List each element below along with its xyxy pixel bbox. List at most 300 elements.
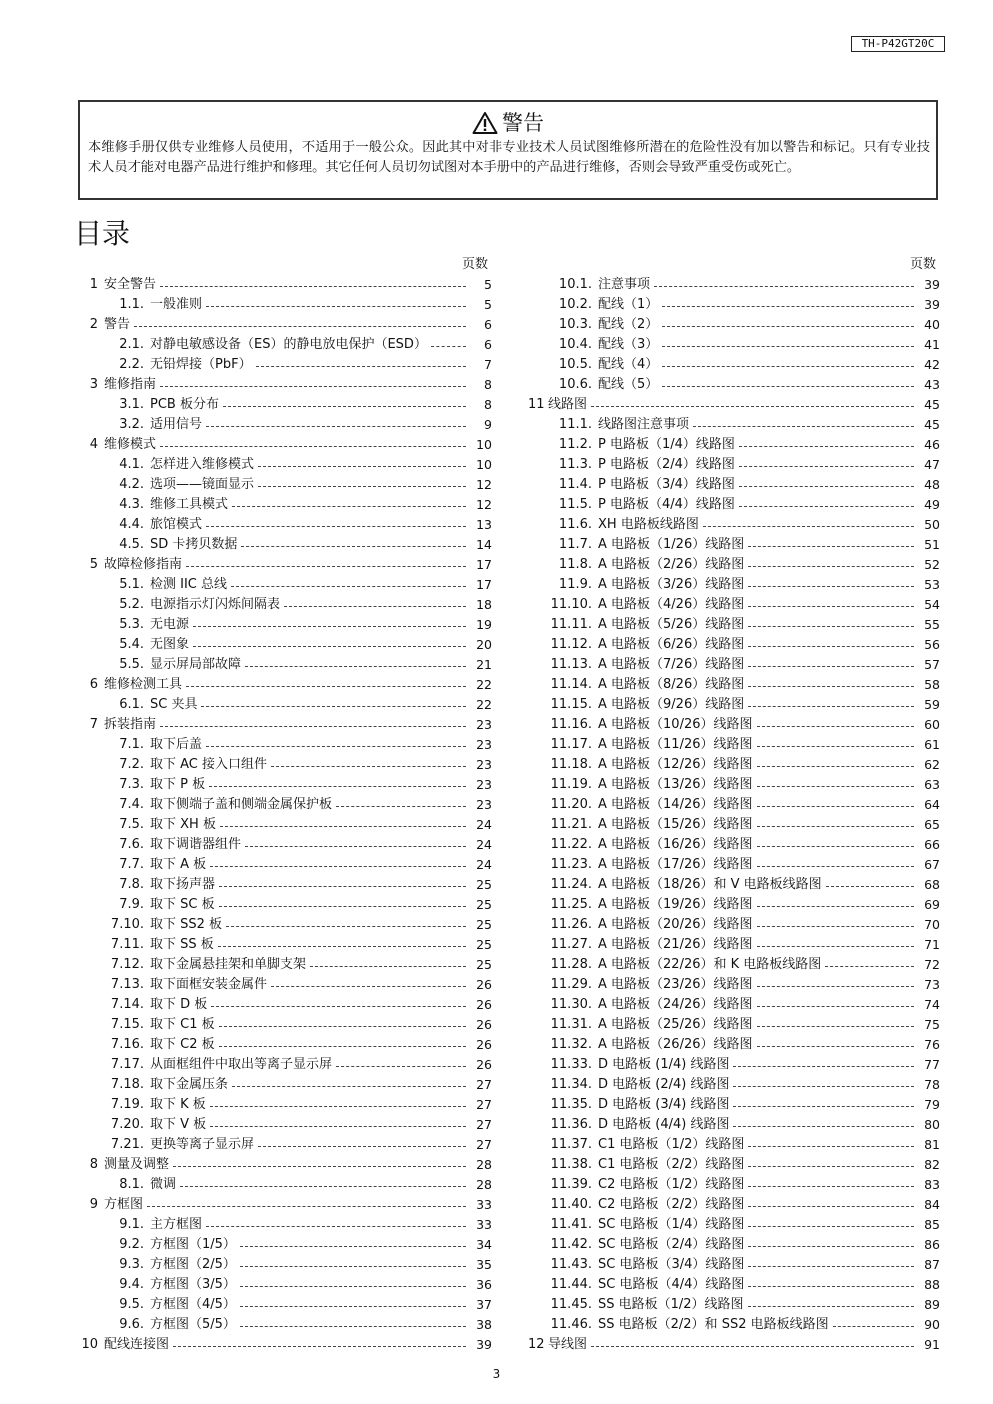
toc-entry[interactable] — [528, 335, 940, 355]
toc-entry[interactable] — [528, 815, 940, 835]
toc-entry-number: 11.40. — [550, 1197, 592, 1212]
toc-entry-page: 24 — [476, 837, 492, 852]
toc-entry-label: 取下 C2 板 — [150, 1037, 215, 1052]
dotted-leader — [160, 286, 466, 287]
toc-entry[interactable] — [80, 1135, 492, 1155]
toc-entry-page: 25 — [476, 917, 492, 932]
toc-entry-page: 25 — [476, 937, 492, 952]
dotted-leader — [662, 386, 914, 387]
toc-entry-number: 9.6. — [119, 1317, 144, 1332]
toc-entry[interactable] — [528, 1175, 940, 1195]
toc-entry[interactable] — [80, 535, 492, 555]
toc-entry[interactable] — [80, 675, 492, 695]
dotted-leader — [757, 946, 915, 947]
dotted-leader — [748, 586, 914, 587]
dotted-leader — [431, 346, 466, 347]
toc-entry-label: A 电路板（25/26）线路图 — [598, 1017, 753, 1032]
toc-entry[interactable] — [80, 1155, 492, 1175]
toc-entry-number: 7.18. — [110, 1077, 144, 1092]
toc-entry[interactable] — [528, 355, 940, 375]
toc-entry-number: 3.1. — [119, 397, 144, 412]
dotted-leader — [258, 1146, 466, 1147]
toc-entry[interactable] — [528, 795, 940, 815]
toc-entry[interactable] — [80, 895, 492, 915]
toc-entry-page: 27 — [476, 1137, 492, 1152]
toc-entry[interactable] — [80, 1175, 492, 1195]
dotted-leader — [757, 906, 915, 907]
toc-entry[interactable] — [528, 1255, 940, 1275]
toc-entry-label: 取下 SS2 板 — [150, 917, 223, 932]
toc-entry-number: 6.1. — [119, 697, 144, 712]
toc-entry[interactable] — [528, 1055, 940, 1075]
toc-entry-label: A 电路板（17/26）线路图 — [598, 857, 753, 872]
toc-entry-page: 43 — [924, 377, 940, 392]
toc-entry-label: A 电路板（24/26）线路图 — [598, 997, 753, 1012]
dotted-leader — [757, 766, 915, 767]
toc-entry-page: 83 — [924, 1177, 940, 1192]
toc-entry[interactable] — [80, 1295, 492, 1315]
dotted-leader — [739, 506, 914, 507]
toc-entry[interactable] — [80, 375, 492, 395]
toc-entry[interactable] — [80, 395, 492, 415]
toc-entry[interactable] — [80, 1055, 492, 1075]
toc-entry-label: D 电路板 (3/4) 线路图 — [598, 1097, 730, 1112]
toc-entry[interactable] — [80, 775, 492, 795]
dotted-leader — [206, 1226, 466, 1227]
toc-entry-number: 11.30. — [550, 997, 592, 1012]
toc-entry-page: 21 — [476, 657, 492, 672]
toc-entry[interactable] — [528, 615, 940, 635]
toc-entry-label: C2 电路板（1/2）线路图 — [598, 1177, 745, 1192]
toc-entry-page: 78 — [924, 1077, 940, 1092]
toc-entry-label: 方框图 — [104, 1197, 144, 1212]
toc-entry-page: 27 — [476, 1097, 492, 1112]
toc-entry-number: 4.1. — [119, 457, 144, 472]
toc-entry[interactable] — [80, 755, 492, 775]
toc-entry[interactable] — [80, 335, 492, 355]
toc-entry-page: 10 — [476, 437, 492, 452]
dotted-leader — [757, 826, 915, 827]
toc-entry[interactable] — [528, 1215, 940, 1235]
toc-entry-label: A 电路板（14/26）线路图 — [598, 797, 753, 812]
toc-entry-number: 11.29. — [550, 977, 592, 992]
toc-entry[interactable] — [528, 395, 940, 415]
toc-entry[interactable] — [528, 1235, 940, 1255]
toc-entry[interactable] — [80, 995, 492, 1015]
toc-entry[interactable] — [528, 1095, 940, 1115]
dotted-leader — [336, 806, 466, 807]
toc-entry-number: 11.15. — [550, 697, 592, 712]
dotted-leader — [240, 1246, 466, 1247]
toc-entry[interactable] — [528, 575, 940, 595]
toc-entry[interactable] — [528, 1295, 940, 1315]
dotted-leader — [220, 826, 466, 827]
toc-entry-page: 49 — [924, 497, 940, 512]
toc-entry-page: 86 — [924, 1237, 940, 1252]
toc-entry-number: 11.13. — [550, 657, 592, 672]
dotted-leader — [232, 506, 466, 507]
toc-entry[interactable] — [528, 1135, 940, 1155]
toc-entry-number: 11 — [528, 397, 545, 412]
toc-entry[interactable] — [528, 1115, 940, 1135]
toc-entry-page: 69 — [924, 897, 940, 912]
toc-entry[interactable] — [80, 875, 492, 895]
toc-entry-label: 维修工具模式 — [150, 497, 229, 512]
toc-entry-number: 11.7. — [558, 537, 592, 552]
toc-entry-number: 7.16. — [110, 1037, 144, 1052]
toc-entry-page: 22 — [476, 697, 492, 712]
toc-entry-page: 63 — [924, 777, 940, 792]
toc-entry-number: 7.12. — [110, 957, 144, 972]
toc-entry-number: 10.3. — [558, 317, 592, 332]
toc-entry-label: 取下侧端子盖和侧端金属保护板 — [150, 797, 333, 812]
toc-entry[interactable] — [528, 655, 940, 675]
toc-entry-number: 11.8. — [558, 557, 592, 572]
toc-entry-number: 1 — [89, 277, 98, 292]
toc-entry-page: 28 — [476, 1157, 492, 1172]
toc-entry-page: 7 — [484, 357, 492, 372]
toc-entry[interactable] — [528, 1195, 940, 1215]
toc-entry[interactable] — [80, 1275, 492, 1295]
dotted-leader — [825, 966, 914, 967]
toc-entry[interactable] — [528, 275, 940, 295]
toc-entry[interactable] — [80, 435, 492, 455]
toc-entry[interactable] — [80, 655, 492, 675]
dotted-leader — [748, 606, 914, 607]
toc-entry[interactable] — [528, 1335, 940, 1355]
toc-entry-number: 4.5. — [119, 537, 144, 552]
toc-entry[interactable] — [528, 1275, 940, 1295]
toc-entry-page: 39 — [924, 277, 940, 292]
toc-entry[interactable] — [80, 1195, 492, 1215]
toc-entry[interactable] — [528, 535, 940, 555]
toc-entry-label: A 电路板（7/26）线路图 — [598, 657, 745, 672]
toc-entry-label: A 电路板（16/26）线路图 — [598, 837, 753, 852]
toc-entry-page: 72 — [924, 957, 940, 972]
toc-entry-number: 9.1. — [119, 1217, 144, 1232]
toc-entry-number: 11.17. — [550, 737, 592, 752]
toc-entry-page: 23 — [476, 757, 492, 772]
toc-entry-label: D 电路板 (4/4) 线路图 — [598, 1117, 730, 1132]
toc-entry-number: 6 — [89, 677, 98, 692]
toc-entry-label: 配线（2） — [598, 317, 659, 332]
toc-entry[interactable] — [528, 975, 940, 995]
toc-entry[interactable] — [80, 555, 492, 575]
toc-entry-number: 5.1. — [119, 577, 144, 592]
dotted-leader — [226, 926, 466, 927]
toc-entry[interactable] — [80, 595, 492, 615]
toc-entry[interactable] — [528, 755, 940, 775]
toc-entry-number: 7.8. — [119, 877, 144, 892]
dotted-leader — [757, 846, 915, 847]
toc-entry[interactable] — [528, 835, 940, 855]
toc-entry-label: A 电路板（8/26）线路图 — [598, 677, 745, 692]
toc-entry-page: 58 — [924, 677, 940, 692]
toc-entry[interactable] — [80, 1035, 492, 1055]
toc-entry[interactable] — [528, 1075, 940, 1095]
toc-entry[interactable] — [80, 575, 492, 595]
toc-entry[interactable] — [80, 475, 492, 495]
dotted-leader — [748, 1186, 914, 1187]
toc-entry[interactable] — [528, 1315, 940, 1335]
dotted-leader — [662, 326, 914, 327]
toc-entry[interactable] — [528, 1035, 940, 1055]
toc-title: 目录 — [74, 217, 131, 250]
toc-entry-label: 取下 XH 板 — [150, 817, 216, 832]
toc-entry-label: 取下 D 板 — [150, 997, 208, 1012]
dotted-leader — [211, 1006, 466, 1007]
toc-entry[interactable] — [80, 1315, 492, 1335]
dotted-leader — [757, 806, 915, 807]
toc-entry[interactable] — [80, 1115, 492, 1135]
toc-entry-label: SC 电路板（4/4）线路图 — [598, 1277, 745, 1292]
dotted-leader — [748, 1306, 914, 1307]
toc-entry-label: XH 电路板线路图 — [598, 517, 699, 532]
toc-entry[interactable] — [80, 1235, 492, 1255]
toc-entry-label: 维修检测工具 — [104, 677, 183, 692]
toc-entry-number: 11.19. — [550, 777, 592, 792]
toc-entry-number: 7.5. — [119, 817, 144, 832]
toc-entry-page: 25 — [476, 877, 492, 892]
toc-entry-number: 11.14. — [550, 677, 592, 692]
toc-entry-number: 11.28. — [550, 957, 592, 972]
toc-entry-number: 11.23. — [550, 857, 592, 872]
toc-entry[interactable] — [528, 995, 940, 1015]
toc-entry[interactable] — [528, 915, 940, 935]
toc-entry[interactable] — [80, 635, 492, 655]
toc-entry-label: A 电路板（21/26）线路图 — [598, 937, 753, 952]
toc-entry[interactable] — [80, 1015, 492, 1035]
toc-entry-page: 6 — [484, 317, 492, 332]
toc-entry[interactable] — [528, 735, 940, 755]
toc-entry-number: 7.19. — [110, 1097, 144, 1112]
toc-entry-page: 74 — [924, 997, 940, 1012]
toc-entry-number: 4.4. — [119, 517, 144, 532]
toc-entry-number: 12 — [528, 1337, 545, 1352]
dotted-leader — [757, 726, 915, 727]
toc-entry-number: 9 — [89, 1197, 98, 1212]
toc-entry[interactable] — [80, 855, 492, 875]
toc-entry[interactable] — [80, 415, 492, 435]
toc-entry[interactable] — [528, 415, 940, 435]
toc-entry[interactable] — [528, 855, 940, 875]
toc-entry[interactable] — [528, 315, 940, 335]
toc-entry-number: 7 — [89, 717, 98, 732]
toc-entry-page: 79 — [924, 1097, 940, 1112]
toc-entry-number: 11.39. — [550, 1177, 592, 1192]
toc-entry-label: A 电路板（10/26）线路图 — [598, 717, 753, 732]
toc-entry[interactable] — [80, 975, 492, 995]
toc-entry-label: 从面框组件中取出等离子显示屏 — [150, 1057, 333, 1072]
toc-entry[interactable] — [528, 375, 940, 395]
toc-entry[interactable] — [80, 495, 492, 515]
dotted-leader — [662, 366, 914, 367]
toc-entry-page: 71 — [924, 937, 940, 952]
toc-entry[interactable] — [80, 1095, 492, 1115]
toc-entry[interactable] — [528, 715, 940, 735]
toc-list-left — [80, 275, 492, 1355]
dotted-leader — [245, 666, 466, 667]
warning-title — [80, 110, 936, 136]
toc-entry-page: 57 — [924, 657, 940, 672]
toc-entry[interactable] — [528, 935, 940, 955]
dotted-leader — [336, 1066, 466, 1067]
toc-entry[interactable] — [528, 895, 940, 915]
toc-entry-label: A 电路板（6/26）线路图 — [598, 637, 745, 652]
toc-entry-number: 7.10. — [110, 917, 144, 932]
dotted-leader — [186, 686, 466, 687]
toc-entry[interactable] — [80, 1335, 492, 1355]
toc-entry-label: 旅馆模式 — [150, 517, 203, 532]
toc-entry-number: 11.42. — [550, 1237, 592, 1252]
toc-entry[interactable] — [528, 1015, 940, 1035]
dotted-leader — [757, 1026, 915, 1027]
toc-entry-page: 88 — [924, 1277, 940, 1292]
dotted-leader — [240, 1326, 466, 1327]
toc-entry-page: 62 — [924, 757, 940, 772]
toc-entry-number: 11.31. — [550, 1017, 592, 1032]
toc-entry-page: 33 — [476, 1217, 492, 1232]
toc-entry-label: D 电路板 (2/4) 线路图 — [598, 1077, 730, 1092]
dotted-leader — [231, 586, 466, 587]
dotted-leader — [173, 1346, 466, 1347]
toc-entry[interactable] — [528, 555, 940, 575]
toc-entry-label: 方框图（4/5） — [150, 1297, 236, 1312]
dotted-leader — [240, 1286, 466, 1287]
toc-entry[interactable] — [80, 735, 492, 755]
toc-entry-number: 7.15. — [110, 1017, 144, 1032]
toc-entry[interactable] — [528, 675, 940, 695]
dotted-leader — [757, 866, 915, 867]
toc-entry[interactable] — [528, 455, 940, 475]
toc-entry-label: 测量及调整 — [104, 1157, 170, 1172]
toc-entry[interactable] — [80, 915, 492, 935]
toc-entry-number: 11.41. — [550, 1217, 592, 1232]
toc-entry[interactable] — [528, 635, 940, 655]
dotted-leader — [826, 886, 914, 887]
toc-entry[interactable] — [528, 475, 940, 495]
toc-entry[interactable] — [528, 1155, 940, 1175]
toc-entry-number: 7.9. — [119, 897, 144, 912]
toc-entry-label: 更换等离子显示屏 — [150, 1137, 255, 1152]
toc-entry[interactable] — [80, 935, 492, 955]
toc-entry-label: 安全警告 — [104, 277, 157, 292]
toc-entry[interactable] — [80, 1075, 492, 1095]
toc-entry-number: 11.38. — [550, 1157, 592, 1172]
toc-entry-label: 线路图 — [548, 397, 588, 412]
toc-entry-label: A 电路板（26/26）线路图 — [598, 1037, 753, 1052]
toc-entry-label: A 电路板（13/26）线路图 — [598, 777, 753, 792]
toc-entry[interactable] — [528, 695, 940, 715]
toc-entry[interactable] — [80, 615, 492, 635]
toc-entry-label: 一般准则 — [150, 297, 203, 312]
dotted-leader — [693, 426, 914, 427]
toc-entry-number: 11.45. — [550, 1297, 592, 1312]
toc-entry-page: 81 — [924, 1137, 940, 1152]
toc-entry[interactable] — [80, 515, 492, 535]
toc-entry-label: SD 卡拷贝数据 — [150, 537, 238, 552]
dotted-leader — [147, 1206, 466, 1207]
toc-entry-page: 89 — [924, 1297, 940, 1312]
toc-entry[interactable] — [528, 295, 940, 315]
toc-entry-label: SS 电路板（2/2）和 SS2 电路板线路图 — [598, 1317, 829, 1332]
toc-entry[interactable] — [528, 955, 940, 975]
warning-triangle-icon — [472, 111, 498, 135]
toc-entry-number: 5.2. — [119, 597, 144, 612]
dotted-leader — [748, 686, 914, 687]
toc-entry-number: 11.12. — [550, 637, 592, 652]
dotted-leader — [271, 986, 466, 987]
toc-entry-page: 67 — [924, 857, 940, 872]
toc-entry-number: 2.2. — [119, 357, 144, 372]
toc-entry[interactable] — [80, 275, 492, 295]
toc-entry-number: 9.3. — [119, 1257, 144, 1272]
toc-entry-label: 方框图（5/5） — [150, 1317, 236, 1332]
toc-entry[interactable] — [80, 1255, 492, 1275]
toc-entry-number: 11.18. — [550, 757, 592, 772]
toc-entry[interactable] — [528, 595, 940, 615]
toc-entry[interactable] — [528, 515, 940, 535]
toc-entry[interactable] — [528, 435, 940, 455]
toc-entry[interactable] — [80, 715, 492, 735]
toc-entry-number: 9.4. — [119, 1277, 144, 1292]
toc-entry-page: 87 — [924, 1257, 940, 1272]
toc-entry-page: 70 — [924, 917, 940, 932]
toc-entry[interactable] — [80, 455, 492, 475]
dotted-leader — [733, 1126, 914, 1127]
toc-entry[interactable] — [528, 875, 940, 895]
dotted-leader — [160, 386, 466, 387]
toc-entry-number: 11.20. — [550, 797, 592, 812]
toc-entry-page: 91 — [924, 1337, 940, 1352]
toc-entry[interactable] — [80, 815, 492, 835]
toc-entry-label: A 电路板（2/26）线路图 — [598, 557, 745, 572]
toc-entry-number: 7.3. — [119, 777, 144, 792]
toc-entry-number: 11.32. — [550, 1037, 592, 1052]
toc-entry-number: 8 — [89, 1157, 98, 1172]
toc-entry-page: 59 — [924, 697, 940, 712]
toc-entry-page: 37 — [476, 1297, 492, 1312]
toc-entry-number: 4.3. — [119, 497, 144, 512]
dotted-leader — [748, 706, 914, 707]
toc-entry-label: P 电路板（2/4）线路图 — [598, 457, 735, 472]
toc-entry-label: 方框图（3/5） — [150, 1277, 236, 1292]
toc-entry-number: 11.10. — [550, 597, 592, 612]
toc-entry[interactable] — [80, 835, 492, 855]
toc-entry-page: 35 — [476, 1257, 492, 1272]
toc-entry[interactable] — [80, 315, 492, 335]
toc-entry[interactable] — [80, 1215, 492, 1235]
toc-entry-number: 11.3. — [558, 457, 592, 472]
toc-entry[interactable] — [528, 495, 940, 515]
toc-entry[interactable] — [80, 295, 492, 315]
dotted-leader — [232, 1086, 466, 1087]
toc-entry-label: 取下 K 板 — [150, 1097, 206, 1112]
toc-entry-label: D 电路板 (1/4) 线路图 — [598, 1057, 730, 1072]
toc-entry-label: 方框图（1/5） — [150, 1237, 236, 1252]
toc-entry[interactable] — [80, 355, 492, 375]
toc-entry[interactable] — [80, 795, 492, 815]
toc-entry-label: 配线（4） — [598, 357, 659, 372]
dotted-leader — [748, 546, 914, 547]
toc-entry[interactable] — [528, 775, 940, 795]
dotted-leader — [160, 446, 466, 447]
toc-entry[interactable] — [80, 955, 492, 975]
toc-entry-page: 25 — [476, 957, 492, 972]
dotted-leader — [240, 1306, 466, 1307]
toc-entry[interactable] — [80, 695, 492, 715]
toc-entry-number: 11.33. — [550, 1057, 592, 1072]
